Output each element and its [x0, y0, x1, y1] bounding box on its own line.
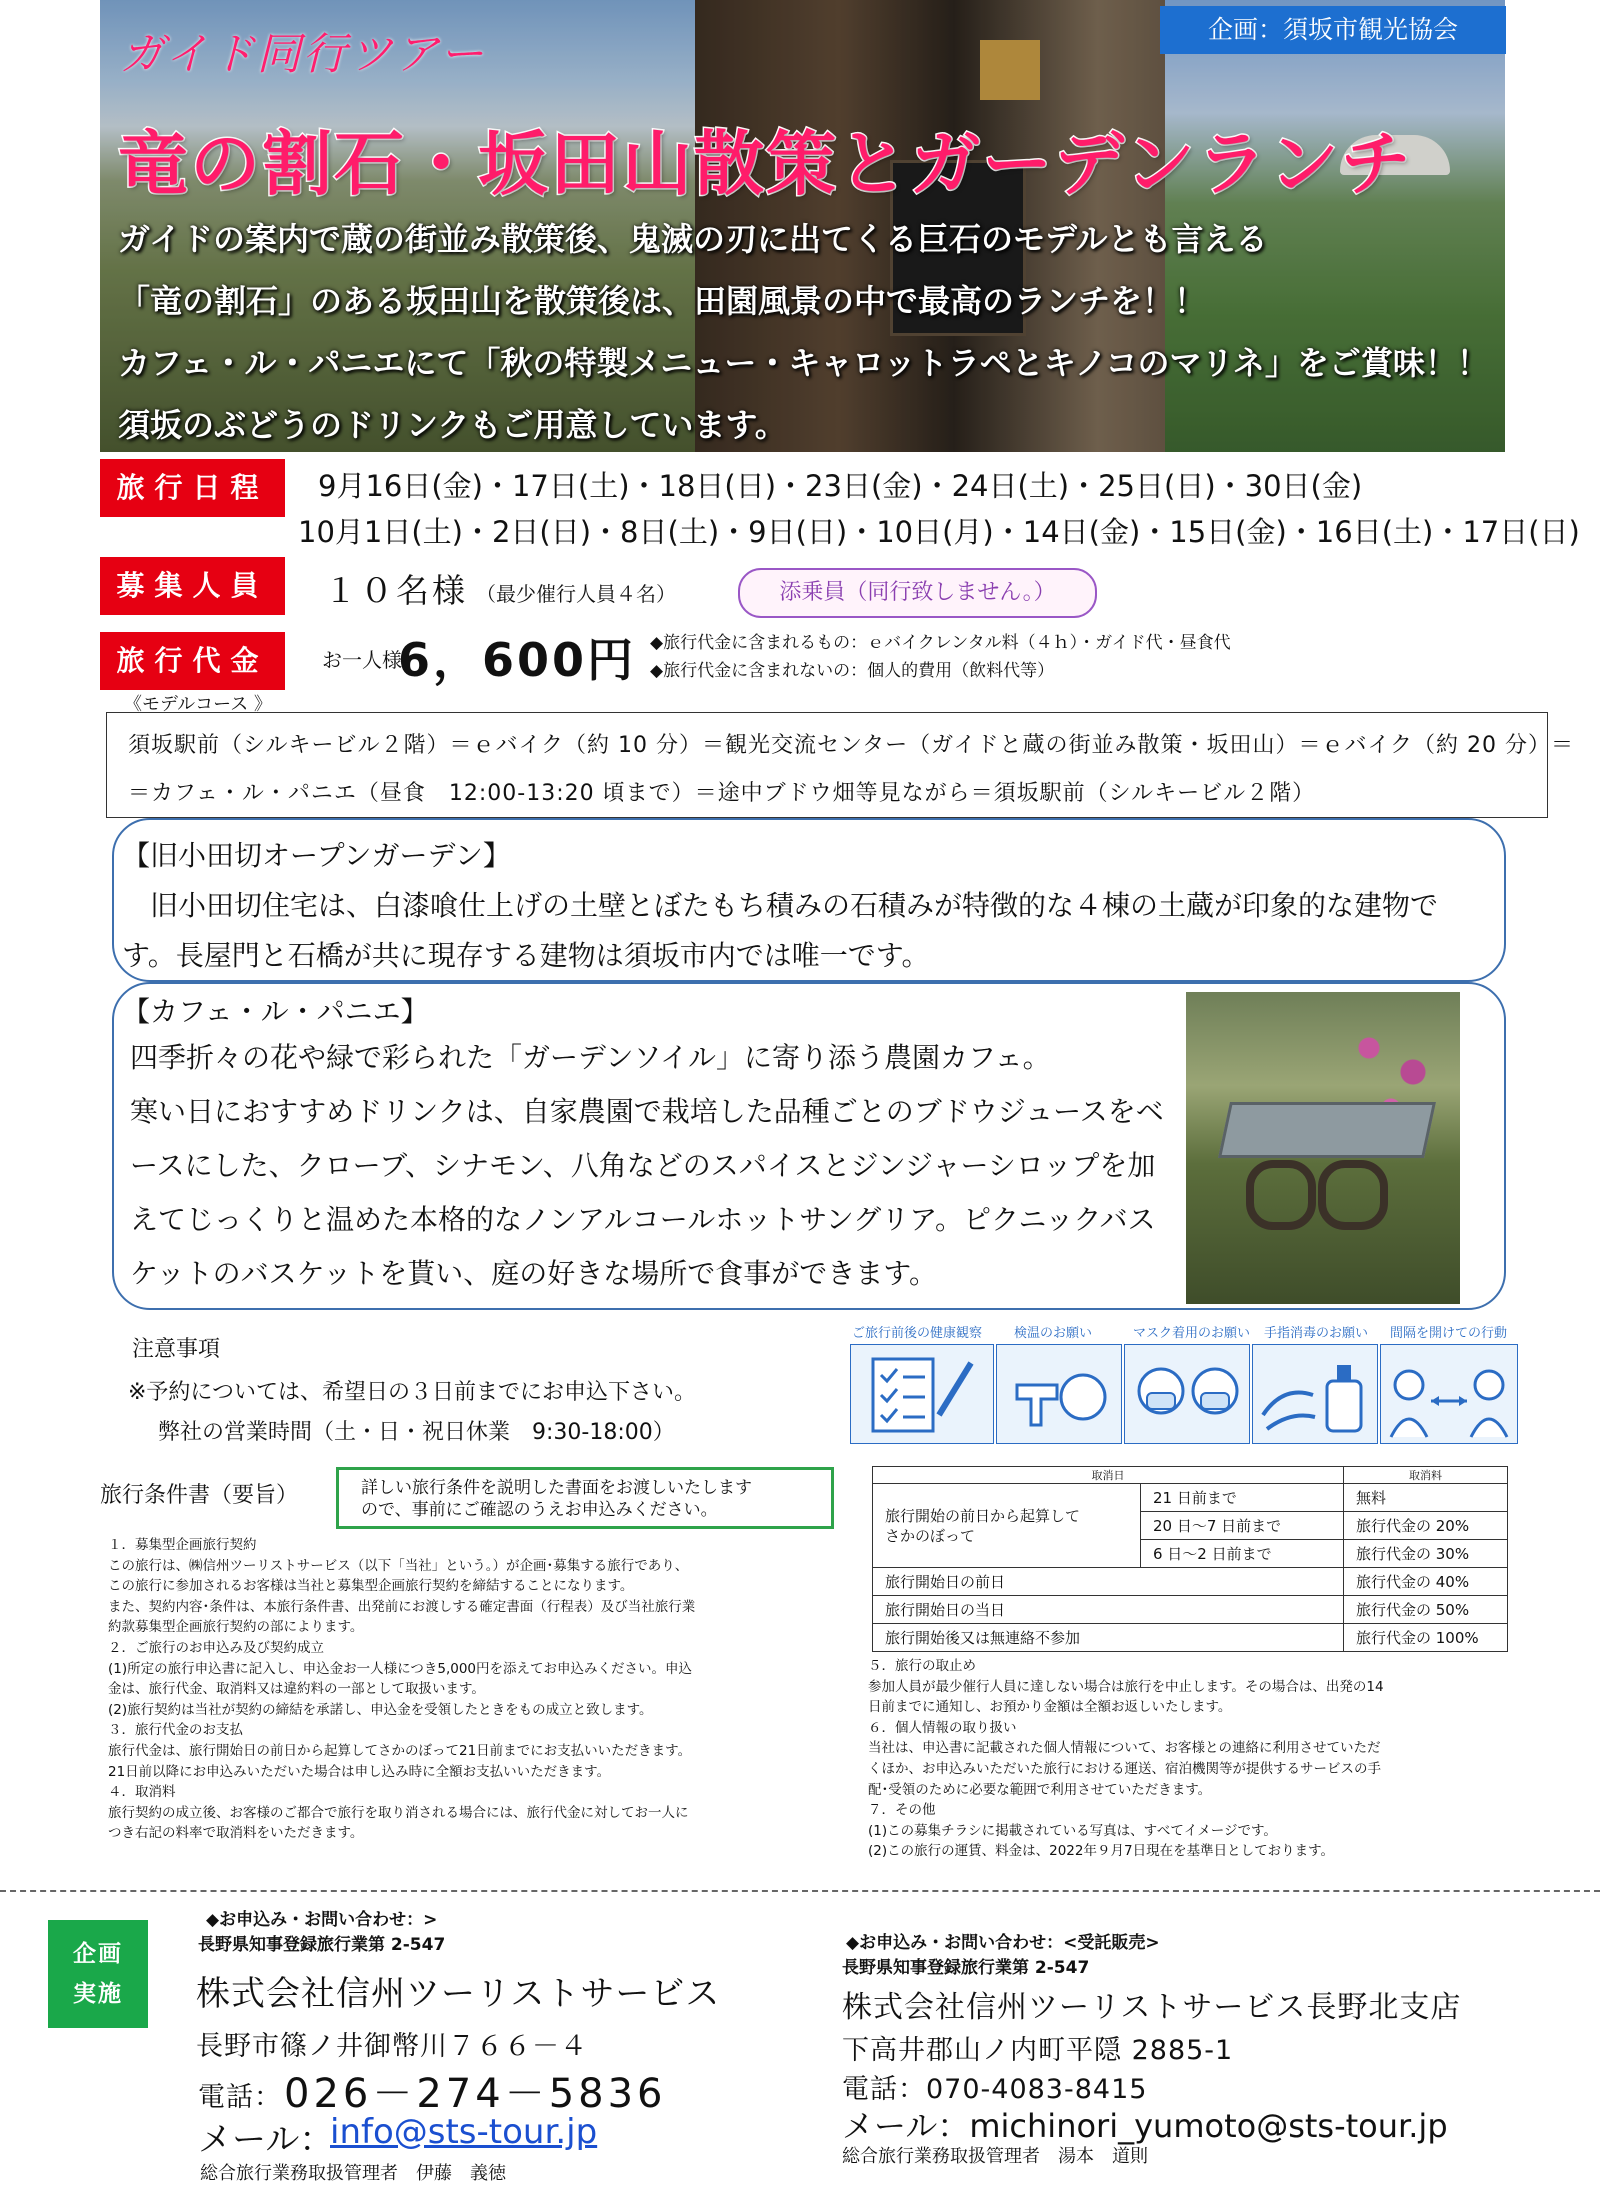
hero-description-line: 「竜の割石」のある坂田山を散策後は、田園風景の中で最高のランチを！！: [118, 282, 1207, 320]
wheel-image: [1318, 1160, 1388, 1230]
cafe-text-line: ケットのバスケットを貰い、庭の好きな場所で食事ができます。: [130, 1257, 937, 1290]
icon-caption: 検温のお願い: [1014, 1326, 1093, 1341]
condition-line: ３．旅行代金のお支払: [108, 1722, 243, 1739]
hero-description-line: ガイドの案内で蔵の街並み散策後、鬼滅の刃に出てくる巨石のモデルとも言える: [118, 220, 1268, 258]
condition-line: (2)旅行契約は当社が契約の締結を承諾し、申込金を受領したときをもの成立と致します。: [108, 1701, 653, 1718]
condition-line: この旅行に参加されるお客様は当社と募集型企画旅行契約を締結することになります。: [108, 1578, 634, 1595]
left-contact-heading: ◆お申込み・お問い合わせ：>: [206, 1910, 438, 1930]
fee-period: 20 日～7 日前まで: [1141, 1512, 1344, 1540]
left-address: 長野市篠ノ井御幣川７６６－４: [196, 2031, 588, 2062]
garden-text-line: 旧小田切住宅は、白漆喰仕上げの土壁とぼたもち積みの石積みが特徴的な４棟の土蔵が印象的な建物で: [122, 889, 1439, 922]
condition-line: 金は、旅行代金、取消料又は違約料の一部として取扱います。: [108, 1681, 485, 1698]
cancellation-fee-table: [872, 1466, 1508, 1652]
badge-line: 企画: [73, 1941, 123, 1967]
price-label: 旅行代金: [100, 632, 285, 690]
icon-caption: マスク着用のお願い: [1133, 1326, 1251, 1341]
capacity-label: 募集人員: [100, 557, 285, 615]
right-travel-manager: 総合旅行業務取扱管理者 湯本 道則: [842, 2146, 1148, 2167]
left-phone-label: 電話：: [198, 2082, 282, 2113]
fee-rate: 旅行代金の 40%: [1344, 1568, 1508, 1596]
right-phone: 電話：070-4083-8415: [842, 2074, 1148, 2105]
organizer-badge: 企画：須坂市観光協会: [1160, 6, 1506, 54]
conditions-notice-box: [336, 1467, 834, 1529]
notes-title: 注意事項: [132, 1337, 221, 1362]
hero-description-line: カフェ・ル・パニエにて「秋の特製メニュー・キャロットラペとキノコのマリネ」をご賞味！！: [118, 344, 1489, 382]
thermometer-icon: [996, 1344, 1122, 1444]
price-includes: ◆旅行代金に含まれるもの：ｅバイクレンタル料（４ｈ）・ガイド代・昼食代: [650, 633, 1231, 653]
condition-line: ６．個人情報の取り扱い: [868, 1719, 1017, 1736]
left-license: 長野県知事登録旅行業第 2-547: [198, 1935, 446, 1955]
right-company-name: 株式会社信州ツーリストサービス長野北支店: [842, 1990, 1462, 2025]
fee-period: 旅行開始日の前日: [873, 1568, 1344, 1596]
badge-line: 実施: [73, 1981, 123, 2007]
conditions-right-column: [868, 1656, 1384, 1862]
condition-line: 約款募集型企画旅行契約の部によります。: [108, 1619, 364, 1636]
cafe-garden-photo: [1186, 992, 1460, 1304]
fee-period: 旅行開始日の当日: [873, 1596, 1344, 1624]
left-mail-link[interactable]: info@sts-tour.jp: [330, 2112, 598, 2152]
schedule-dates-october: 10月1日(土)・2日(日)・8日(土)・9日(日)・10日(月)・14日(金)・15日(金)・16日(土)・17日(日): [298, 515, 1580, 549]
condition-line: １．募集型企画旅行契約: [108, 1537, 257, 1553]
cafe-text-line: ースにした、クローブ、シナモン、八角などのスパイスとジンジャーシロップを加: [130, 1149, 1156, 1182]
fee-period: 旅行開始後又は無連絡不参加: [873, 1624, 1344, 1652]
fee-period: 6 日～2 日前まで: [1141, 1540, 1344, 1568]
fee-rate: 旅行代金の 100%: [1344, 1624, 1508, 1652]
fee-group-label-line: 旅行開始の前日から起算して: [885, 1506, 1081, 1525]
conditions-title: 旅行条件書（要旨）: [100, 1483, 299, 1508]
organizer-type-badge: [48, 1920, 148, 2028]
fee-rate: 旅行代金の 20%: [1344, 1512, 1508, 1540]
conditions-notice-line: ので、事前にご確認のうえお申込みください。: [361, 1500, 718, 1520]
condition-line: (1)所定の旅行申込書に記入し、申込金お一人様につき5,000円を添えてお申込みください。申込: [108, 1660, 692, 1677]
right-license: 長野県知事登録旅行業第 2-547: [842, 1958, 1090, 1978]
tour-title: 竜の割石・坂田山散策とガーデンランチ: [118, 123, 1413, 205]
condition-line: ７．その他: [868, 1802, 936, 1819]
icon-caption: ご旅行前後の健康観察: [852, 1326, 983, 1341]
right-address: 下高井郡山ノ内町平隠 2885-1: [842, 2035, 1234, 2066]
condition-line: 当社は、申込書に記載された個人情報について、お客様との連絡に利用させていただ: [868, 1740, 1381, 1757]
right-contact-heading: ◆お申込み・お問い合わせ：<受託販売>: [846, 1933, 1160, 1953]
cafe-text-line: 四季折々の花や緑で彩られた「ガーデンソイル」に寄り添う農園カフェ。: [130, 1041, 1051, 1074]
price-prefix: お一人様: [322, 648, 402, 672]
condition-line: この旅行は、㈱信州ツーリストサービス（以下「当社」という。）が企画･募集する旅行であり、: [108, 1557, 689, 1574]
condition-line: 日前までに通知し、お預かり金額は全額お返しいたします。: [868, 1699, 1232, 1716]
fee-period: 21 日前まで: [1141, 1484, 1344, 1512]
garden-text-line: す。長屋門と石橋が共に現存する建物は須坂市内では唯一です。: [122, 939, 930, 972]
garden-title: 【旧小田切オープンガーデン】: [122, 839, 511, 872]
condition-line: 21日前以降にお申込みいただいた場合は申し込み時に全額お支払いいただきます。: [108, 1763, 611, 1780]
conditions-notice-line: 詳しい旅行条件を説明した書面をお渡しいたします: [361, 1478, 752, 1498]
fee-group-label: [873, 1484, 1141, 1568]
escort-notice: 添乗員（同行致しません。）: [738, 568, 1097, 618]
fee-table-header: 取消料: [1344, 1467, 1508, 1484]
schedule-label: 旅行日程: [100, 459, 285, 517]
cafe-text-line: えてじっくりと温めた本格的なノンアルコールホットサングリア。ピクニックバス: [130, 1203, 1156, 1236]
condition-line: ４．取消料: [108, 1784, 176, 1801]
mask-icon: [1124, 1344, 1250, 1444]
condition-line: (1)この募集チラシに掲載されている写真は、すべてイメージです。: [868, 1822, 1277, 1839]
cart-table-image: [1218, 1102, 1436, 1158]
cafe-title: 【カフェ・ル・パニエ】: [122, 995, 429, 1028]
right-mail[interactable]: メール：michinori_yumoto@sts-tour.jp: [842, 2107, 1448, 2145]
model-course-line: ＝カフェ・ル・パニエ（昼食 12:00-13:20 頃まで）＝途中ブドウ畑等見ながら＝須坂駅前（シルキービル２階）: [128, 781, 1316, 806]
condition-line: くほか、お申込みいただいた旅行における運送、宿泊機関等が提供するサービスの手: [868, 1760, 1381, 1777]
fee-rate: 無料: [1344, 1484, 1508, 1512]
sanitizer-icon: [1252, 1344, 1378, 1444]
condition-line: また、契約内容･条件は、本旅行条件書、出発前にお渡しする確定書面（行程表）及び当社旅行業: [108, 1598, 696, 1615]
condition-line: 旅行代金は、旅行開始日の前日から起算してさかのぼって21日前までにお支払いいただきます。: [108, 1742, 692, 1759]
conditions-left-column: [108, 1535, 695, 1844]
left-phone-number: 026－274－5836: [284, 2071, 667, 2117]
left-travel-manager: 総合旅行業務取扱管理者 伊藤 義徳: [200, 2163, 506, 2184]
condition-line: ５．旅行の取止め: [868, 1658, 976, 1674]
notes-business-hours: 弊社の営業時間（土・日・祝日休業 9:30-18:00）: [158, 1420, 675, 1445]
cafe-text-line: 寒い日におすすめドリンクは、自家農園で栽培した品種ごとのブドウジュースをベ: [130, 1095, 1164, 1128]
left-company-name: 株式会社信州ツーリストサービス: [196, 1974, 721, 2014]
fee-table-header: 取消日: [873, 1467, 1344, 1484]
safety-icons-strip: [850, 1322, 1516, 1452]
condition-line: 参加人員が最少催行人員に達しない場合は旅行を中止します。その場合は、出発の14: [868, 1678, 1384, 1695]
model-course-line: 須坂駅前（シルキービル２階）＝ｅバイク（約 10 分）＝観光交流センター（ガイドと蔵の街並み散策・坂田山）＝ｅバイク（約 20 分）＝: [128, 733, 1574, 758]
notes-reservation: ※予約については、希望日の３日前までにお申込下さい。: [128, 1380, 696, 1405]
checklist-icon: [850, 1344, 994, 1444]
icon-caption: 手指消毒のお願い: [1264, 1326, 1369, 1341]
fee-rate: 旅行代金の 30%: [1344, 1540, 1508, 1568]
icon-caption: 間隔を開けての行動: [1390, 1326, 1508, 1341]
fee-rate: 旅行代金の 50%: [1344, 1596, 1508, 1624]
distance-icon: [1380, 1344, 1518, 1444]
condition-line: 配･受領のために必要な範囲で利用させていただきます。: [868, 1781, 1212, 1798]
condition-line: (2)この旅行の運賃、料金は、2022年９月7日現在を基準日としております。: [868, 1843, 1334, 1860]
price-value: 6，600円: [398, 633, 637, 687]
tour-subtitle: ガイド同行ツアー: [120, 29, 486, 80]
minimum-participants: （最少催行人員４名）: [476, 582, 676, 606]
condition-line: ２．ご旅行のお申込み及び契約成立: [108, 1639, 324, 1656]
capacity-value: １０名様: [324, 571, 468, 610]
left-mail-label: メール：: [198, 2120, 334, 2160]
condition-line: 旅行契約の成立後、お客様のご都合で旅行を取り消される場合には、旅行代金に対してお一人に: [108, 1804, 689, 1821]
price-excludes: ◆旅行代金に含まれないの：個人的費用（飲料代等）: [650, 661, 1055, 681]
wheel-image: [1246, 1160, 1316, 1230]
footer-divider: [0, 1890, 1600, 1892]
fee-group-label-line: さかのぼって: [885, 1526, 976, 1545]
model-course-title: 《モデルコース 》: [124, 694, 272, 715]
condition-line: つき右記の料率で取消料をいただきます。: [108, 1825, 364, 1842]
schedule-dates-september: 9月16日(金)・17日(土)・18日(日)・23日(金)・24日(土)・25日(日)・30日(金): [318, 469, 1363, 503]
hero-description-line: 須坂のぶどうのドリンクもご用意しています。: [118, 406, 787, 444]
